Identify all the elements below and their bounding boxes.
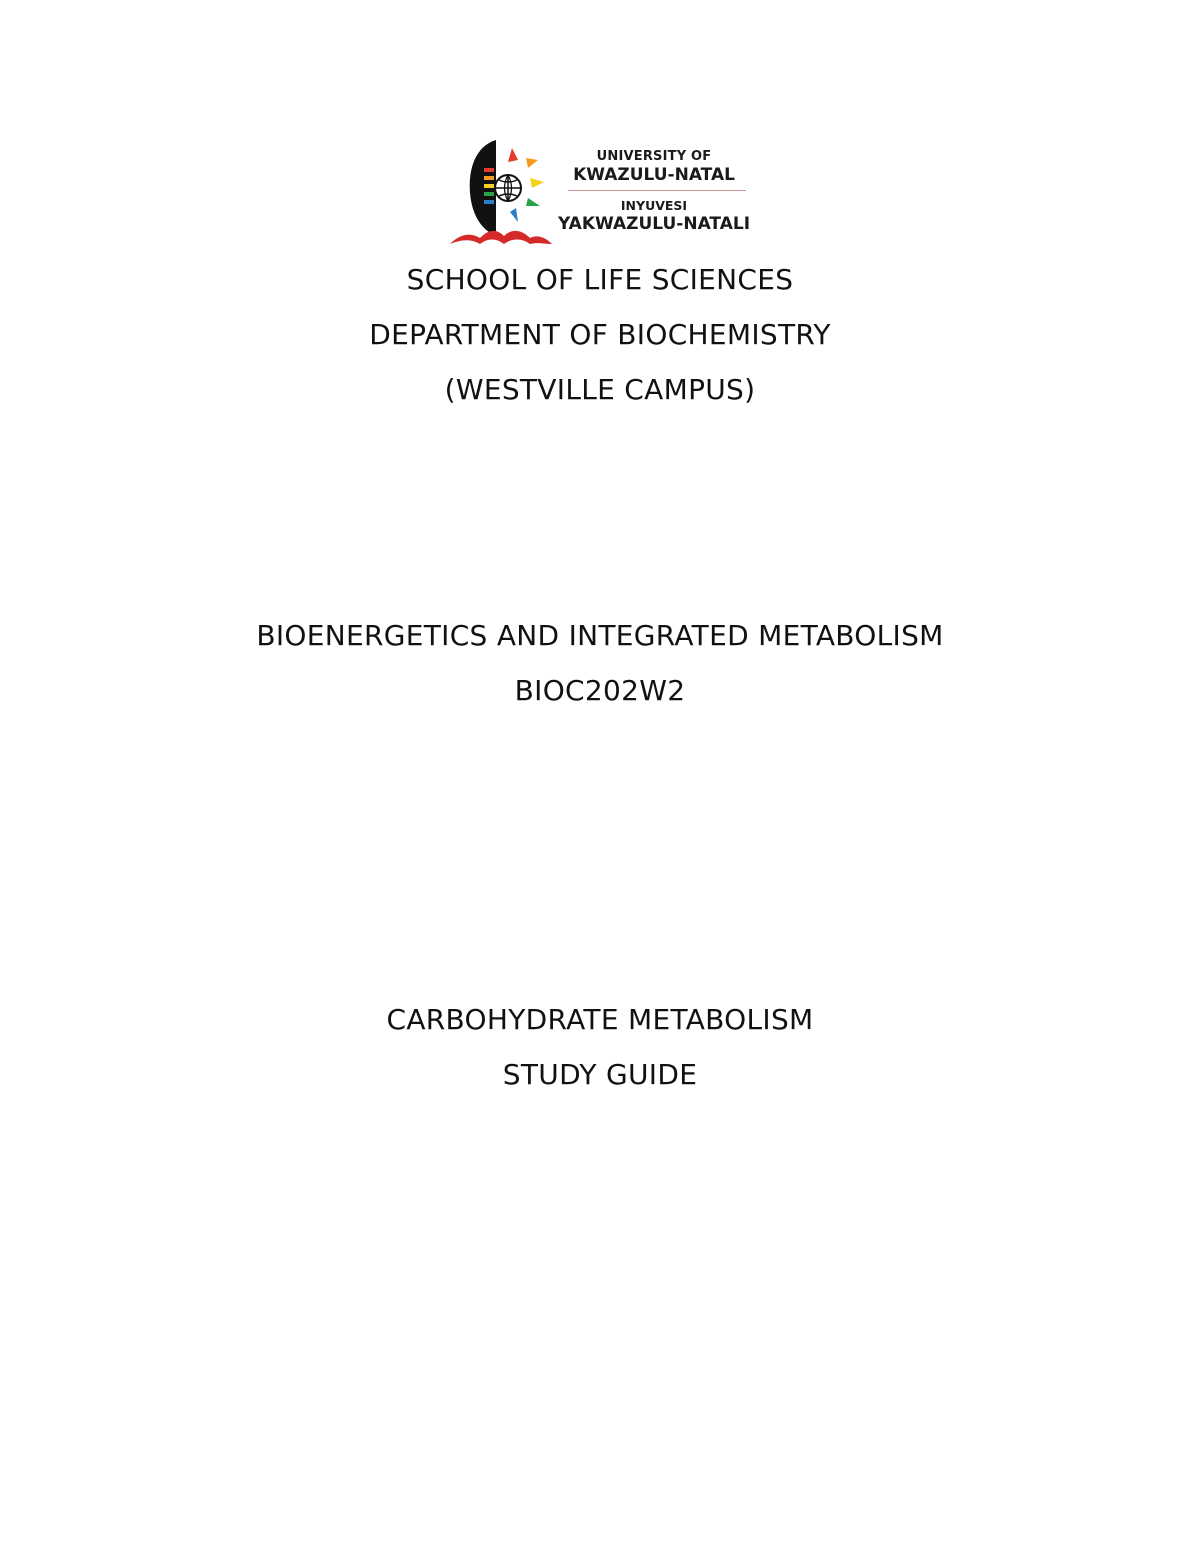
shield-emblem-icon <box>446 138 556 250</box>
logo-line-3: INYUVESI <box>620 198 688 213</box>
module-code: BIOC202W2 <box>514 674 686 707</box>
logo-line-1: UNIVERSITY OF <box>596 149 712 164</box>
guide-type: STUDY GUIDE <box>502 1058 698 1091</box>
school-name: SCHOOL OF LIFE SCIENCES <box>406 263 794 296</box>
guide-topic: CARBOHYDRATE METABOLISM <box>386 1003 814 1036</box>
logo-line-2: KWAZULU-NATAL <box>573 165 735 185</box>
logo-line-4: YAKWAZULU-NATALI <box>557 214 751 234</box>
campus-name: (WESTVILLE CAMPUS) <box>444 373 756 406</box>
university-logo <box>446 138 752 250</box>
logo-divider <box>568 190 746 191</box>
module-title: BIOENERGETICS AND INTEGRATED METABOLISM <box>256 619 944 652</box>
department-name: DEPARTMENT OF BIOCHEMISTRY <box>369 318 831 351</box>
